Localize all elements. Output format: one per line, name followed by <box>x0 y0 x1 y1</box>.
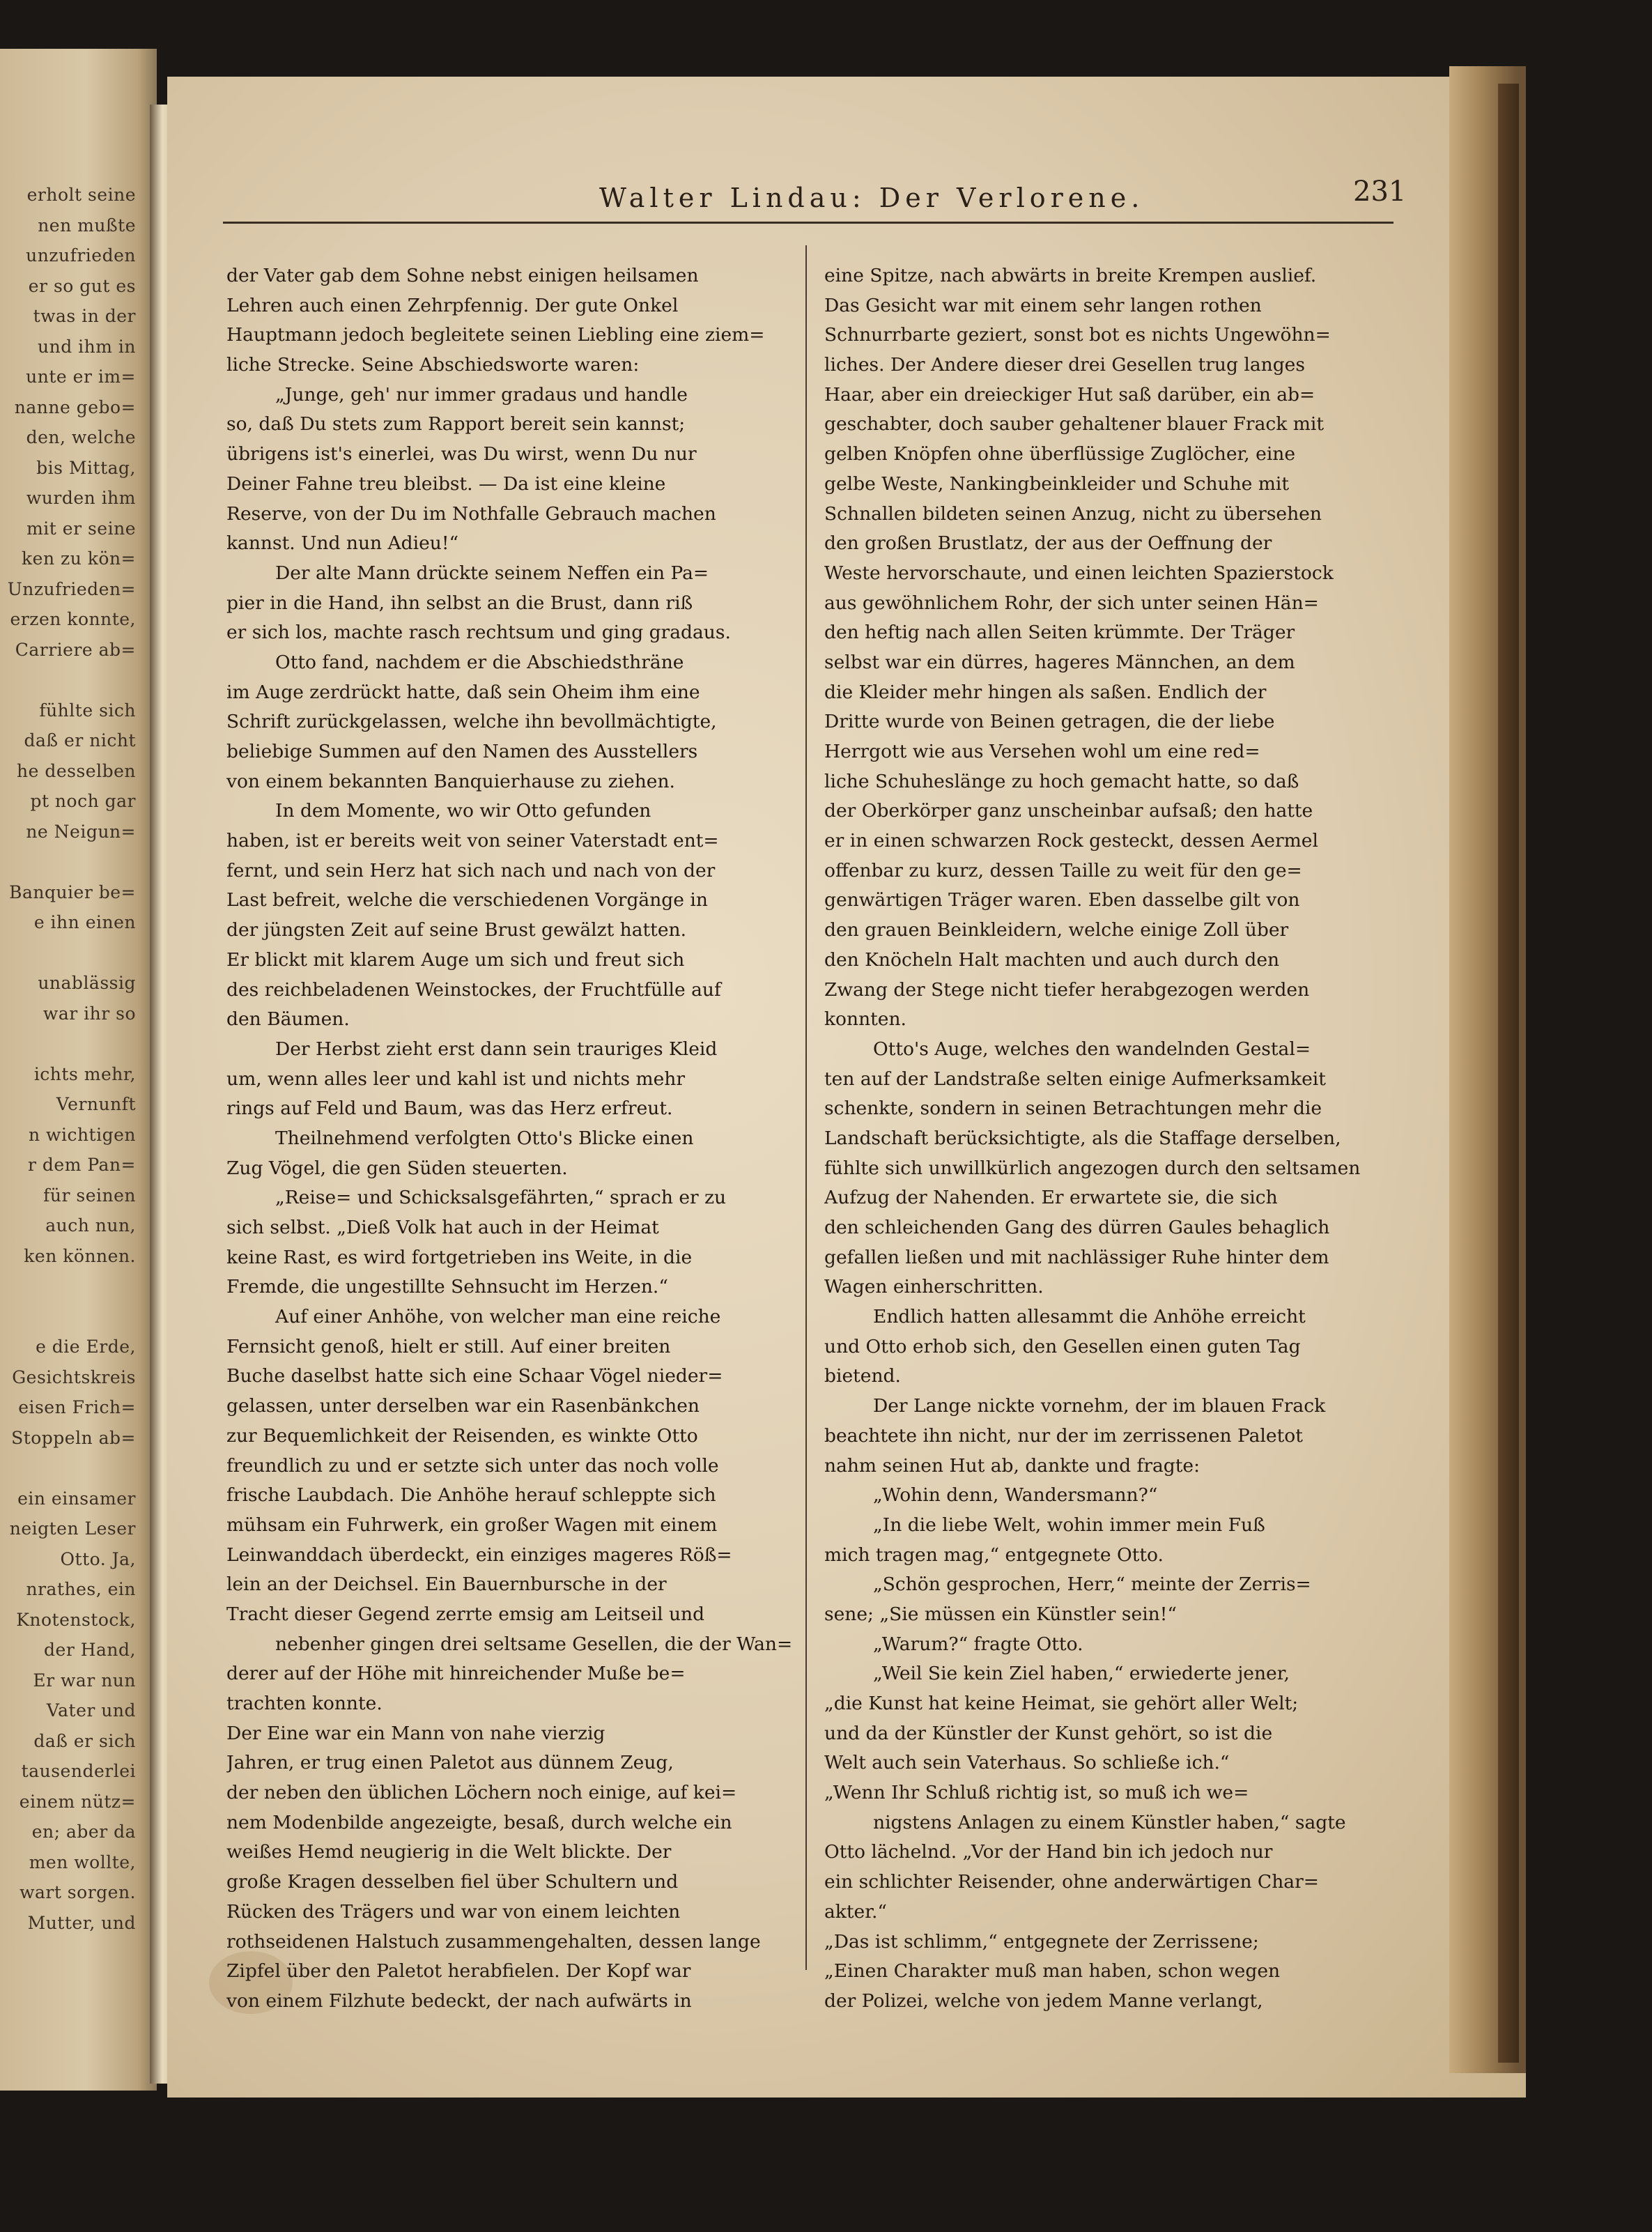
text-line: Schnurrbarte geziert, sonst bot es nichts Ungewöhn= <box>824 324 1331 346</box>
left-page-fragment: twas in der <box>33 306 136 326</box>
running-head: Walter Lindau: Der Verlorene. <box>599 183 1145 213</box>
text-line: Fremde, die ungestillte Sehnsucht im Herzen.“ <box>226 1276 668 1298</box>
text-line: sich selbst. „Dieß Volk hat auch in der Heimat <box>226 1217 659 1238</box>
text-line: „Warum?“ fragte Otto. <box>873 1633 1083 1655</box>
left-page-fragment: ein einsamer <box>17 1488 136 1509</box>
text-line: von einem bekannten Banquierhause zu ziehen. <box>226 770 675 792</box>
text-line: liches. Der Andere dieser drei Gesellen trug langes <box>824 354 1305 376</box>
left-page-fragment: Knotenstock, <box>16 1609 136 1630</box>
text-line: eine Spitze, nach abwärts in breite Krempen auslief. <box>824 265 1317 286</box>
text-line: den grauen Beinkleidern, welche einige Zoll über <box>824 919 1289 941</box>
text-line: der jüngsten Zeit auf seine Brust gewälzt hatten. <box>226 919 687 941</box>
text-line: „Wohin denn, Wandersmann?“ <box>873 1484 1158 1507</box>
text-column-left <box>226 261 798 2017</box>
text-line: Tracht dieser Gegend zerrte emsig am Leitseil und <box>226 1603 705 1625</box>
text-line: Landschaft berücksichtigte, als die Staffage derselben, <box>824 1127 1341 1149</box>
book-cover-edge <box>1498 84 1519 2063</box>
text-line: Otto fand, nachdem er die Abschiedsthräne <box>275 651 684 673</box>
text-line: selbst war ein dürres, hageres Männchen, an dem <box>824 651 1295 673</box>
left-page-fragment: den, welche <box>26 427 136 447</box>
text-line: Zwang der Stege nicht tiefer herabgezogen werden <box>824 978 1310 1001</box>
text-line: gelben Knöpfen ohne überflüssige Zuglöcher, eine <box>824 443 1296 465</box>
text-line: und da der Künstler der Kunst gehört, so ist die <box>824 1722 1273 1744</box>
left-page-fragment: he desselben <box>17 760 136 781</box>
text-line: konnten. <box>824 1008 906 1031</box>
text-line: frische Laubdach. Die Anhöhe herauf schleppte sich <box>226 1484 716 1507</box>
column-divider <box>805 245 807 1970</box>
left-page-fragment: tausenderlei <box>21 1761 136 1781</box>
left-page-fragment: nrathes, ein <box>26 1579 136 1599</box>
left-page-fragment: daß er sich <box>33 1730 136 1751</box>
text-line: den Bäumen. <box>226 1008 350 1031</box>
left-page-fragment: wurden ihm <box>26 488 136 508</box>
left-page-fragment: fühlte sich <box>39 700 136 721</box>
text-line: nahm seinen Hut ab, dankte und fragte: <box>824 1454 1201 1477</box>
text-line: aus gewöhnlichem Rohr, der sich unter seinen Hän= <box>824 592 1319 614</box>
text-line: Der alte Mann drückte seinem Neffen ein Pa= <box>275 562 709 584</box>
text-line: ein schlichter Reisender, ohne anderwärtigen Char= <box>824 1871 1319 1893</box>
left-page-fragment: ichts mehr, <box>33 1063 136 1084</box>
text-line: akter.“ <box>824 1900 887 1923</box>
text-line: Theilnehmend verfolgten Otto's Blicke einen <box>275 1127 694 1149</box>
text-line: den heftig nach allen Seiten krümmte. Der Träger <box>824 622 1295 644</box>
left-page-fragment: unzufrieden <box>26 245 136 265</box>
left-page-fragment: Vater und <box>46 1700 136 1721</box>
text-line: der Oberkörper ganz unscheinbar aufsaß; den hatte <box>824 800 1313 822</box>
left-page-fragment: einem nütz= <box>19 1791 136 1812</box>
left-page-fragment: Mutter, und <box>27 1912 136 1933</box>
text-line: mich tragen mag,“ entgegnete Otto. <box>824 1544 1164 1566</box>
left-page-fragment: nanne gebo= <box>14 397 136 417</box>
left-page-fragment: war ihr so <box>43 1003 136 1024</box>
text-line: Weste hervorschaute, und einen leichten Spazierstock <box>824 562 1334 584</box>
text-line: des reichbeladenen Weinstockes, der Fruchtfülle auf <box>226 978 721 1001</box>
text-line: „Reise= und Schicksalsgefährten,“ sprach er zu <box>275 1187 727 1209</box>
left-page-fragment: Unzufrieden= <box>7 578 136 599</box>
left-page-fragment: Otto. Ja, <box>60 1548 136 1569</box>
text-line: Deiner Fahne treu bleibst. — Da ist eine kleine <box>226 472 666 495</box>
text-line: „die Kunst hat keine Heimat, sie gehört aller Welt; <box>824 1693 1299 1714</box>
text-line: Aufzug der Nahenden. Er erwartete sie, die sich <box>824 1187 1278 1209</box>
text-line: „Das ist schlimm,“ entgegnete der Zerrissene; <box>824 1930 1259 1953</box>
left-page-fragment: pt noch gar <box>30 791 136 811</box>
text-line: den großen Brustlatz, der aus der Oeffnung der <box>824 532 1272 555</box>
text-line: von einem Filzhute bedeckt, der nach aufwärts in <box>226 1989 692 2012</box>
left-page-fragment: wart sorgen. <box>20 1882 136 1902</box>
page-number: 231 <box>1353 176 1407 208</box>
text-line: rings auf Feld und Baum, was das Herz erfreut. <box>226 1098 673 1120</box>
text-line: Welt auch sein Vaterhaus. So schließe ich.“ <box>824 1752 1230 1774</box>
text-line: bietend. <box>824 1365 901 1387</box>
text-line: genwärtigen Träger waren. Eben dasselbe gilt von <box>824 889 1300 911</box>
text-line: Der Eine war ein Mann von nahe vierzig <box>226 1722 605 1744</box>
text-line: und Otto erhob sich, den Gesellen einen guten Tag <box>824 1335 1301 1357</box>
left-page-fragment: unablässig <box>38 973 136 993</box>
left-page-fragment: mit er seine <box>26 518 136 539</box>
text-line: haben, ist er bereits weit von seiner Vaterstadt ent= <box>226 830 719 852</box>
text-line: Zug Vögel, die gen Süden steuerten. <box>226 1157 568 1179</box>
left-page-fragment: Vernunft <box>56 1094 136 1114</box>
text-line: beliebige Summen auf den Namen des Ausstellers <box>226 741 698 762</box>
text-line: nem Modenbilde angezeigte, besaß, durch welche ein <box>226 1811 732 1833</box>
left-page-fragment: unte er im= <box>26 367 136 387</box>
left-page-fragment: für seinen <box>43 1185 136 1206</box>
text-line: Dritte wurde von Beinen getragen, die der liebe <box>824 711 1275 733</box>
text-line: so, daß Du stets zum Rapport bereit sein kannst; <box>226 413 686 436</box>
text-line: Zipfel über den Paletot herabfielen. Der Kopf war <box>226 1960 691 1983</box>
text-line: Er blickt mit klarem Auge um sich und freut sich <box>226 948 685 971</box>
text-line: „In die liebe Welt, wohin immer mein Fuß <box>873 1514 1265 1536</box>
text-line: pier in die Hand, ihn selbst an die Brust, dann riß <box>226 592 693 614</box>
text-line: Reserve, von der Du im Nothfalle Gebrauch machen <box>226 502 716 525</box>
text-line: „Schön gesprochen, Herr,“ meinte der Zerris= <box>873 1573 1311 1596</box>
text-line: gefallen ließen und mit nachlässiger Ruhe hinter dem <box>824 1246 1329 1268</box>
text-line: lein an der Deichsel. Ein Bauernbursche in der <box>226 1573 667 1596</box>
text-line: den Knöcheln Halt machten und auch durch den <box>824 948 1280 971</box>
text-line: schenkte, sondern in seinen Betrachtungen mehr die <box>824 1098 1322 1120</box>
left-page-fragment: erzen konnte, <box>10 609 136 629</box>
text-line: Buche daselbst hatte sich eine Schaar Vögel nieder= <box>226 1365 723 1387</box>
left-page-fragment: ne Neigun= <box>26 821 136 842</box>
left-page-fragment: nen mußte <box>38 215 136 236</box>
text-line: trachten konnte. <box>226 1693 383 1714</box>
text-line: „Junge, geh' nur immer gradaus und handle <box>275 383 688 406</box>
text-line: der neben den üblichen Löchern noch einige, auf kei= <box>226 1782 737 1804</box>
text-line: Wagen einherschritten. <box>824 1276 1044 1298</box>
left-page-fragment: men wollte, <box>29 1852 136 1872</box>
text-line: große Kragen desselben fiel über Schultern und <box>226 1871 679 1893</box>
text-line: Der Lange nickte vornehm, der im blauen Frack <box>873 1395 1326 1417</box>
text-line: den schleichenden Gang des dürren Gaules behaglich <box>824 1217 1330 1238</box>
text-line: weißes Hemd neugierig in die Welt blickte. Der <box>226 1841 672 1863</box>
text-line: Rücken des Trägers und war von einem leichten <box>226 1900 681 1923</box>
text-line: er sich los, machte rasch rechtsum und ging gradaus. <box>226 622 731 644</box>
text-line: er in einen schwarzen Rock gesteckt, dessen Aermel <box>824 830 1318 852</box>
text-line: Schrift zurückgelassen, welche ihn bevollmächtigte, <box>226 711 717 733</box>
left-page-fragment: e die Erde, <box>36 1337 136 1357</box>
text-line: Schnallen bildeten seinen Anzug, nicht zu übersehen <box>824 502 1322 525</box>
text-line: liche Strecke. Seine Abschiedsworte waren: <box>226 354 640 376</box>
text-line: nebenher gingen drei seltsame Gesellen, die der Wan= <box>275 1633 793 1655</box>
text-line: Fernsicht genoß, hielt er still. Auf einer breiten <box>226 1335 671 1357</box>
text-line: In dem Momente, wo wir Otto gefunden <box>275 800 651 822</box>
text-line: Das Gesicht war mit einem sehr langen rothen <box>824 294 1262 316</box>
text-line: Der Herbst zieht erst dann sein trauriges Kleid <box>275 1038 718 1060</box>
text-line: der Vater gab dem Sohne nebst einigen heilsamen <box>226 265 699 286</box>
left-page-fragment: ken können. <box>24 1245 136 1266</box>
left-page-fragment: der Hand, <box>44 1640 136 1660</box>
text-line: Leinwanddach überdeckt, ein einziges mageres Röß= <box>226 1544 732 1566</box>
text-line: rothseidenen Halstuch zusammengehalten, dessen lange <box>226 1930 761 1953</box>
left-page-fragment: ken zu kön= <box>22 548 136 569</box>
text-line: ten auf der Landstraße selten einige Aufmerksamkeit <box>824 1068 1326 1090</box>
left-page-fragment: erholt seine <box>26 185 136 205</box>
text-line: geschabter, doch sauber gehaltener blauer Frack mit <box>824 413 1324 436</box>
text-line: Last befreit, welche die verschiedenen Vorgänge in <box>226 889 708 911</box>
text-line: Otto's Auge, welches den wandelnden Gestal= <box>873 1038 1311 1060</box>
text-line: Otto lächelnd. „Vor der Hand bin ich jedoch nur <box>824 1841 1273 1863</box>
text-line: kannst. Und nun Adieu!“ <box>226 532 459 555</box>
text-line: Jahren, er trug einen Paletot aus dünnem Zeug, <box>226 1752 674 1774</box>
text-line: der Polizei, welche von jedem Manne verlangt, <box>824 1989 1263 2012</box>
text-line: nigstens Anlagen zu einem Künstler haben,“ sagte <box>873 1811 1346 1833</box>
text-line: um, wenn alles leer und kahl ist und nichts mehr <box>226 1068 686 1090</box>
left-page-fragment: er so gut es <box>28 275 136 296</box>
text-line: derer auf der Höhe mit hinreichender Muße be= <box>226 1663 686 1685</box>
text-line: liche Schuheslänge zu hoch gemacht hatte, so daß <box>824 770 1299 792</box>
text-line: keine Rast, es wird fortgetrieben ins Weite, in die <box>226 1246 693 1268</box>
text-line: gelassen, unter derselben war ein Rasenbänkchen <box>226 1395 700 1417</box>
text-line: Hauptmann jedoch begleitete seinen Liebling eine ziem= <box>226 324 765 346</box>
text-line: Endlich hatten allesammt die Anhöhe erreicht <box>873 1306 1306 1328</box>
text-line: „Wenn Ihr Schluß richtig ist, so muß ich we= <box>824 1782 1249 1804</box>
left-page-fragment: und ihm in <box>38 336 136 357</box>
left-page-fragment: Er war nun <box>33 1670 136 1691</box>
left-page-fragment: daß er nicht <box>24 730 136 751</box>
text-line: die Kleider mehr hingen als saßen. Endlich der <box>824 681 1267 703</box>
text-line: „Weil Sie kein Ziel haben,“ erwiederte jener, <box>873 1663 1290 1685</box>
text-line: mühsam ein Fuhrwerk, ein großer Wagen mit einem <box>226 1514 718 1536</box>
text-line: Haar, aber ein dreieckiger Hut saß darüber, ein ab= <box>824 383 1315 406</box>
left-page-fragment: n wichtigen <box>29 1124 136 1145</box>
text-line: offenbar zu kurz, dessen Taille zu weit für den ge= <box>824 859 1302 882</box>
text-line: fernt, und sein Herz hat sich nach und nach von der <box>226 859 716 882</box>
text-line: sene; „Sie müssen ein Künstler sein!“ <box>824 1603 1177 1625</box>
left-page-edge <box>0 49 157 2091</box>
left-page-fragment: Gesichtskreis <box>12 1367 136 1387</box>
text-line: beachtete ihn nicht, nur der im zerrissenen Paletot <box>824 1424 1303 1447</box>
text-line: fühlte sich unwillkürlich angezogen durch den seltsamen <box>824 1157 1361 1179</box>
left-page-fragment: bis Mittag, <box>36 457 136 478</box>
left-page-fragment: Banquier be= <box>9 882 136 902</box>
text-line: freundlich zu und er setzte sich unter das noch volle <box>226 1454 719 1477</box>
text-line: gelbe Weste, Nankingbeinkleider und Schuhe mit <box>824 472 1290 495</box>
left-page-fragment: Carriere ab= <box>15 639 136 660</box>
left-page-fragment: r dem Pan= <box>28 1155 136 1175</box>
text-column-right <box>824 261 1396 2017</box>
left-page-fragment: auch nun, <box>45 1215 136 1236</box>
text-line: übrigens ist's einerlei, was Du wirst, wenn Du nur <box>226 443 697 465</box>
text-line: „Einen Charakter muß man haben, schon wegen <box>824 1960 1281 1983</box>
left-page-fragment: en; aber da <box>31 1822 136 1842</box>
header-rule <box>223 222 1394 224</box>
left-page-fragment: Stoppeln ab= <box>11 1427 136 1448</box>
text-line: zur Bequemlichkeit der Reisenden, es winkte Otto <box>226 1424 698 1447</box>
text-line: Auf einer Anhöhe, von welcher man eine reiche <box>275 1306 721 1328</box>
text-line: im Auge zerdrückt hatte, daß sein Oheim ihm eine <box>226 681 700 703</box>
text-line: Lehren auch einen Zehrpfennig. Der gute Onkel <box>226 294 679 316</box>
left-page-fragment: eisen Frich= <box>18 1397 136 1417</box>
left-page-fragment: e ihn einen <box>33 912 136 932</box>
text-line: Herrgott wie aus Versehen wohl um eine red= <box>824 741 1260 762</box>
left-page-fragment: neigten Leser <box>9 1518 136 1539</box>
